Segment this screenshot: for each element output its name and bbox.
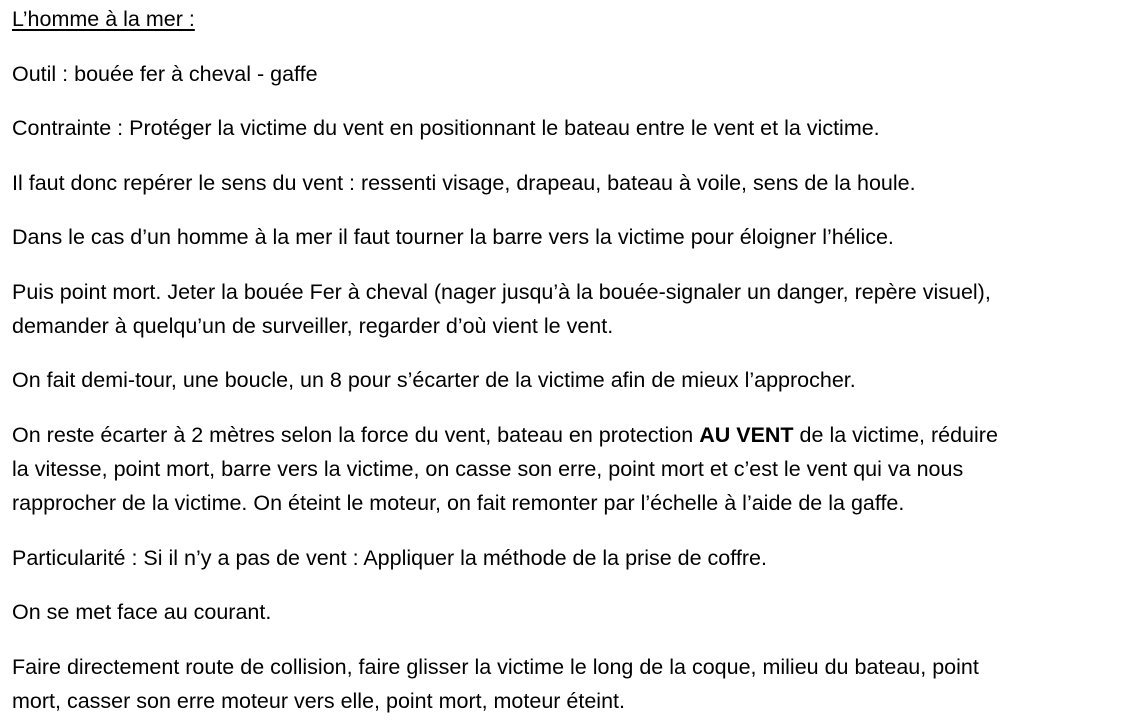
paragraph-collision-line-2: mort, casser son erre moteur vers elle, point mort, moteur éteint. xyxy=(12,689,625,713)
paragraph-barre-helice: Dans le cas d’un homme à la mer il faut tourner la barre vers la victime pour éloigner l’hélice. xyxy=(12,225,894,249)
paragraph-bouee-line-2: demander à quelqu’un de surveiller, regarder d’où vient le vent. xyxy=(12,314,614,338)
document-title: L’homme à la mer : xyxy=(12,7,195,31)
paragraph-particularite: Particularité : Si il n’y a pas de vent : Appliquer la méthode de la prise de coffre. xyxy=(12,546,767,570)
approche-text-before: On reste écarter à 2 mètres selon la force du vent, bateau en protection xyxy=(12,423,700,447)
paragraph-courant: On se met face au courant. xyxy=(12,600,272,624)
paragraph-approche-line-3: rapprocher de la victime. On éteint le moteur, on fait remonter par l’échelle à l’aide de la gaffe. xyxy=(12,491,905,515)
paragraph-bouee-line-1: Puis point mort. Jeter la bouée Fer à cheval (nager jusqu’à la bouée-signaler un danger, repère visuel), xyxy=(12,280,991,304)
paragraph-approche-line-1 xyxy=(12,418,998,452)
paragraph-outil: Outil : bouée fer à cheval - gaffe xyxy=(12,62,318,86)
paragraph-collision-line-1: Faire directement route de collision, faire glisser la victime le long de la coque, milieu du bateau, point xyxy=(12,655,979,679)
paragraph-approche-line-2: la vitesse, point mort, barre vers la victime, on casse son erre, point mort et c’est le vent qui va nous xyxy=(12,457,964,481)
paragraph-demi-tour: On fait demi-tour, une boucle, un 8 pour s’écarter de la victime afin de mieux l’approcher. xyxy=(12,368,856,392)
paragraph-sens-du-vent: Il faut donc repérer le sens du vent : ressenti visage, drapeau, bateau à voile, sens de la houle. xyxy=(12,171,916,195)
approche-text-after: de la victime, réduire xyxy=(793,423,998,447)
au-vent-emphasis: AU VENT xyxy=(699,423,794,447)
paragraph-contrainte: Contrainte : Protéger la victime du vent en positionnant le bateau entre le vent et la victime. xyxy=(12,116,880,140)
